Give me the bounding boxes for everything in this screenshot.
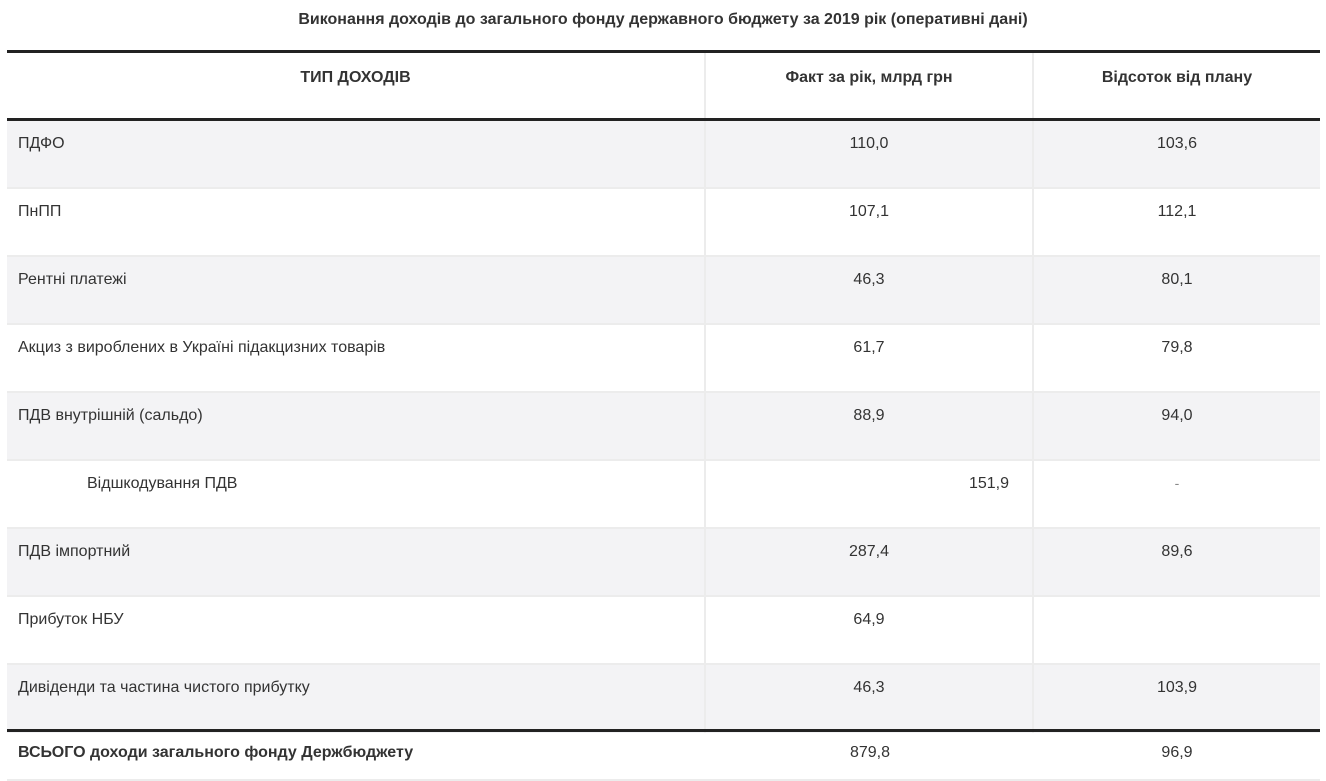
header-percent: Відсоток від плану [1101, 69, 1253, 86]
row-percent [1034, 597, 1320, 663]
table-row [7, 121, 1320, 189]
row-percent: 94,0 [1161, 407, 1193, 424]
table-row [7, 189, 1320, 257]
total-section [7, 729, 1320, 781]
header-fact: Факт за рік, млрд грн [706, 53, 1034, 118]
row-fact: 88,9 [706, 393, 1034, 459]
table-row [7, 461, 1320, 529]
table-row [7, 325, 1320, 393]
total-fact: 879,8 [849, 744, 891, 761]
row-fact: 61,7 [706, 325, 1034, 391]
row-fact: 287,4 [706, 529, 1034, 595]
revenue-table [7, 50, 1320, 733]
row-income-type: ПДФО [7, 121, 706, 187]
row-income-type: Акциз з вироблених в Україні підакцизних товарів [7, 325, 706, 391]
row-income-type: ПДВ імпортний [7, 529, 706, 595]
row-fact: 46,3 [706, 665, 1034, 733]
row-income-type: Рентні платежі [7, 257, 706, 323]
row-percent: 79,8 [1161, 339, 1193, 356]
table-row [7, 393, 1320, 461]
table-row [7, 529, 1320, 597]
table-row [7, 597, 1320, 665]
row-income-type: ПнПП [7, 189, 706, 255]
table-row [7, 665, 1320, 733]
row-income-type: Дивіденди та частина чистого прибутку [7, 665, 706, 733]
table-header-row [7, 53, 1320, 121]
row-income-type: ПДВ внутрішній (сальдо) [7, 393, 706, 459]
row-income-type: Відшкодування ПДВ [7, 461, 706, 527]
row-fact: 46,3 [706, 257, 1034, 323]
table-title: Виконання доходів до загального фонду державного бюджету за 2019 рік (оперативні дані) [298, 11, 1028, 28]
row-fact: 107,1 [706, 189, 1034, 255]
row-percent: - [1174, 475, 1180, 491]
row-percent: 103,9 [1156, 679, 1198, 696]
header-income-type: ТИП ДОХОДІВ [7, 53, 706, 118]
total-income-type: ВСЬОГО доходи загального фонду Держбюджету [18, 744, 414, 761]
row-percent: 103,6 [1156, 135, 1198, 152]
row-percent: 89,6 [1161, 543, 1193, 560]
row-percent: 112,1 [1157, 203, 1197, 220]
row-fact: 110,0 [706, 121, 1034, 187]
row-income-type: Прибуток НБУ [7, 597, 706, 663]
total-row [7, 732, 1320, 781]
row-fact: 151,9 [706, 461, 1034, 527]
table-row [7, 257, 1320, 325]
row-fact: 64,9 [706, 597, 1034, 663]
total-percent: 96,9 [1161, 744, 1193, 761]
row-percent: 80,1 [1161, 271, 1193, 288]
